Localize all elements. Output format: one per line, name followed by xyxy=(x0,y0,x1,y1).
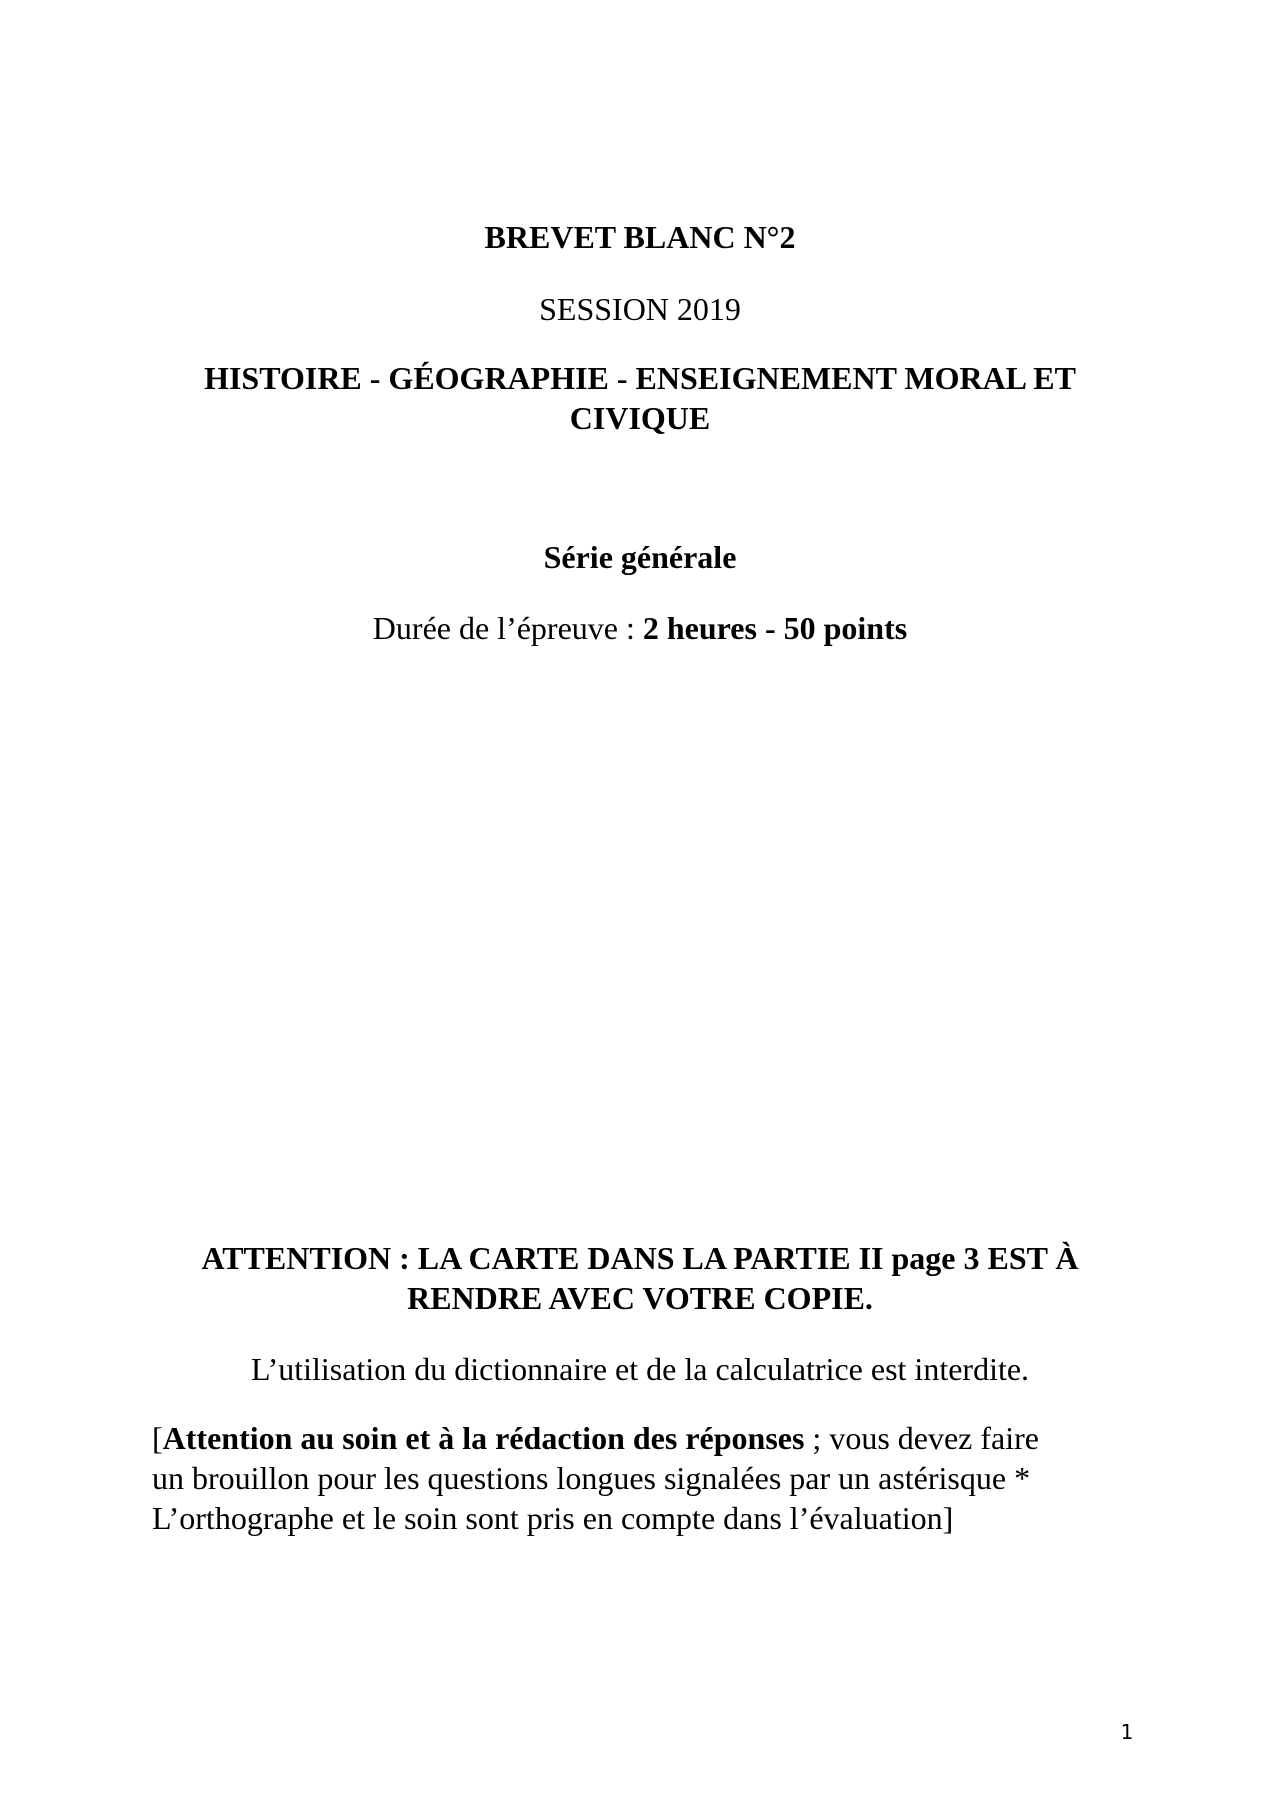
attention-notice xyxy=(0,1238,1280,1318)
exam-subject-line-1: HISTOIRE - GÉOGRAPHIE - ENSEIGNEMENT MORAL ET xyxy=(204,360,1076,396)
instructions-open-bracket: [ xyxy=(152,1420,163,1456)
attention-line-1: ATTENTION : LA CARTE DANS LA PARTIE II page 3 EST À xyxy=(201,1240,1079,1276)
duration-label: Durée de l’épreuve : xyxy=(372,610,643,646)
instructions-line-1 xyxy=(152,1418,1132,1458)
dictionary-rule: L’utilisation du dictionnaire et de la calculatrice est interdite. xyxy=(250,1351,1030,1387)
page-number: 1 xyxy=(1120,1720,1134,1744)
exam-subject-line-2: CIVIQUE xyxy=(569,400,711,436)
exam-title: BREVET BLANC N°2 xyxy=(484,219,796,255)
instructions-rest: ; vous devez faire xyxy=(804,1420,1039,1456)
exam-serie: Série générale xyxy=(543,539,737,575)
attention-line-2: RENDRE AVEC VOTRE COPIE. xyxy=(407,1280,873,1316)
exam-session: SESSION 2019 xyxy=(539,291,741,327)
instructions-block xyxy=(152,1418,1132,1538)
instructions-line-3: L’orthographe et le soin sont pris en compte dans l’évaluation] xyxy=(152,1500,954,1536)
instructions-bold: Attention au soin et à la rédaction des réponses xyxy=(162,1420,805,1456)
instructions-line-2: un brouillon pour les questions longues signalées par un astérisque * xyxy=(152,1460,1031,1496)
exam-duration xyxy=(0,608,1280,648)
duration-value: 2 heures - 50 points xyxy=(642,610,908,646)
exam-subject xyxy=(0,358,1280,438)
